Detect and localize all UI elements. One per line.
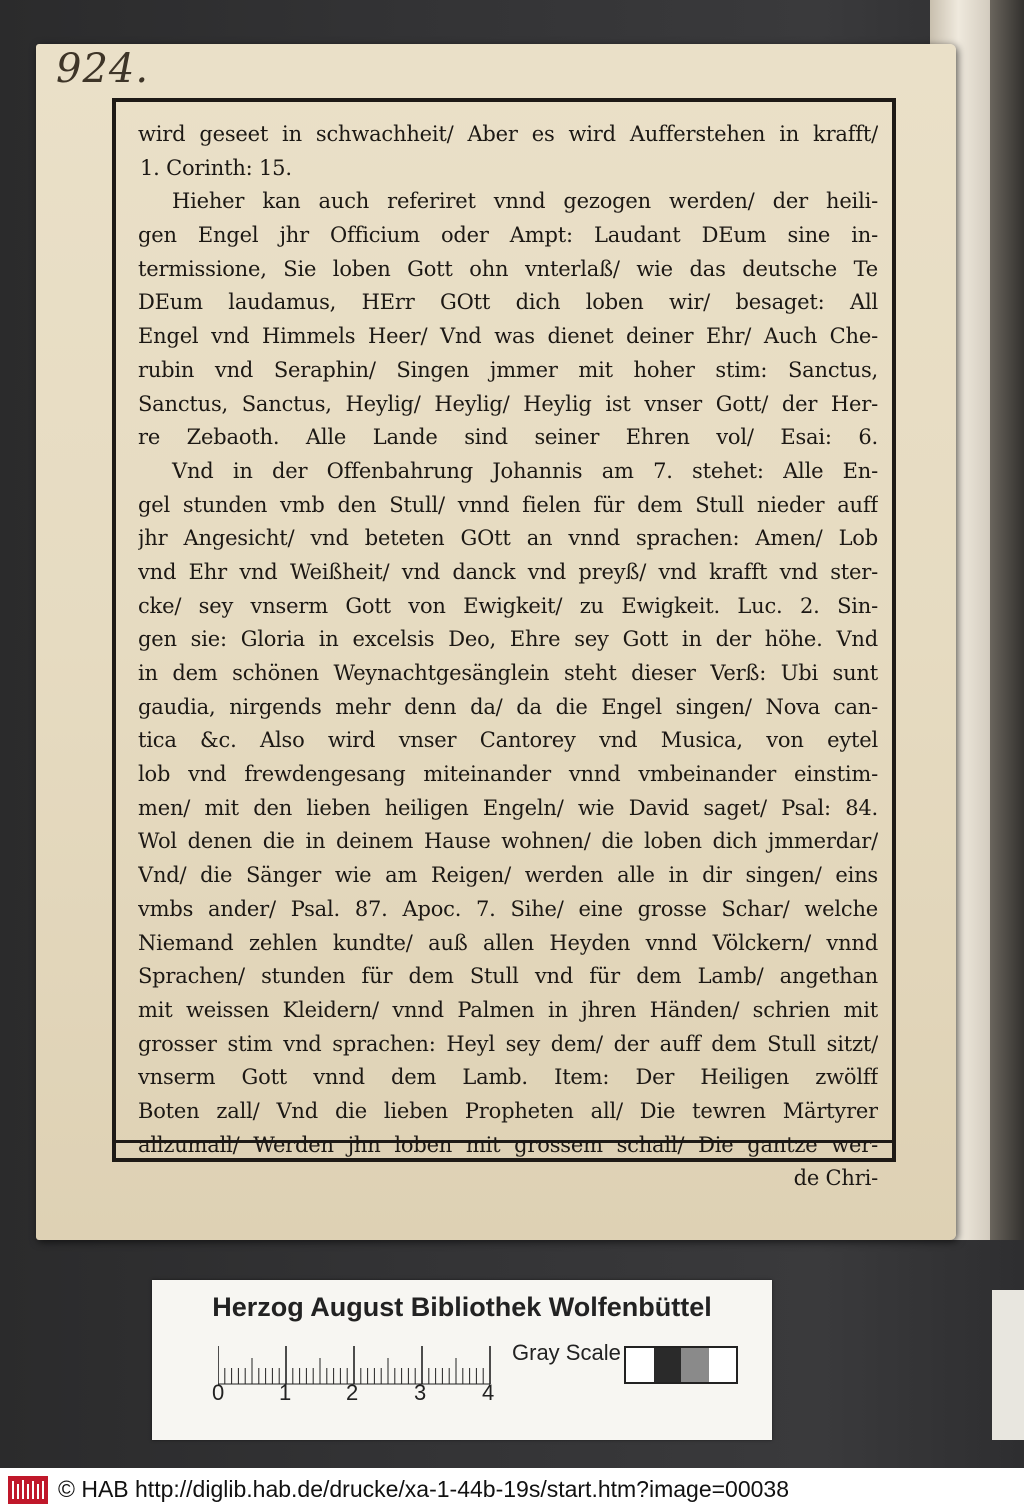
text-line: gen sie: Gloria in excelsis Deo, Ehre sey Gott in der höhe. Vnd xyxy=(138,627,878,652)
library-title: Herzog August Bibliothek Wolfenbüttel xyxy=(212,1292,712,1322)
text-line: vnserm Gott vnnd dem Lamb. Item: Der Heiligen zwölff xyxy=(138,1065,878,1090)
footer-bar xyxy=(0,1468,1024,1511)
text-line: DEum laudamus, HErr GOtt dich loben wir/ besaget: All xyxy=(138,290,878,315)
hab-logo-icon xyxy=(8,1476,48,1504)
text-line: Vnd in der Offenbahrung Johannis am 7. stehet: Alle En- xyxy=(172,458,878,483)
text-line: tica &c. Also wird vnser Cantorey vnd Musica, von eytel xyxy=(138,728,878,753)
text-line: allzumall/ Werden jhn loben mit grossem schall/ Die gantze wer- xyxy=(138,1132,878,1157)
text-line: vmbs ander/ Psal. 87. Apoc. 7. Sihe/ eine grosse Schar/ welche xyxy=(138,896,878,921)
text-line: 1. Corinth: 15. xyxy=(140,155,292,180)
calibration-strip xyxy=(152,1280,772,1440)
gray-scale-label: Gray Scale xyxy=(512,1340,621,1365)
text-line: vnd Ehr vnd Weißheit/ vnd danck vnd preyß/ vnd krafft vnd ster- xyxy=(138,559,878,584)
text-line: Engel vnd Himmels Heer/ Vnd was dienet deiner Ehr/ Auch Che- xyxy=(138,324,878,349)
text-line: grosser stim vnd sprachen: Heyl sey dem/ der auff dem Stull sitzt/ xyxy=(138,1031,878,1056)
text-line: gen Engel jhr Officium oder Ampt: Laudant DEum sine in- xyxy=(138,223,878,248)
text-line: Sanctus, Sanctus, Heylig/ Heylig/ Heylig ist vnser Gott/ der Her- xyxy=(138,391,878,416)
gray-swatch xyxy=(654,1348,682,1382)
text-line: re Zebaoth. Alle Lande sind seiner Ehren vol/ Esai: 6. xyxy=(138,425,878,450)
text-line: rubin vnd Seraphin/ Singen jmmer mit hoher stim: Sanctus, xyxy=(138,357,878,382)
text-line: Hieher kan auch referiret vnnd gezogen werden/ der heili- xyxy=(172,189,878,214)
text-line: cke/ sey vnserm Gott von Ewigkeit/ zu Ewigkeit. Luc. 2. Sin- xyxy=(138,593,878,618)
ruler-number-0: 0 xyxy=(212,1380,225,1405)
ruler-number-1: 1 xyxy=(279,1380,292,1405)
text-line: wird geseet in schwachheit/ Aber es wird Aufferstehen in krafft/ xyxy=(138,122,878,146)
book-spine-shadow xyxy=(990,0,1024,1240)
gray-swatch xyxy=(681,1348,709,1382)
page-text-block xyxy=(138,118,878,1196)
text-line: men/ mit den lieben heiligen Engeln/ wie David saget/ Psal: 84. xyxy=(138,795,878,820)
text-line: jhr Angesicht/ vnd beteten GOtt an vnnd sprachen: Amen/ Lob xyxy=(138,526,878,551)
ruler-number-3: 3 xyxy=(414,1380,427,1405)
footer-source-link[interactable]: © HAB http://diglib.hab.de/drucke/xa-1-44b-19s/start.htm?image=00038 xyxy=(58,1476,790,1502)
text-line: termissione, Sie loben Gott ohn vnterlaß/ wie das deutsche Te xyxy=(138,256,878,281)
text-line: gel stunden vmb den Stull/ vnnd fielen für dem Stull nieder auff xyxy=(138,492,878,517)
gray-swatch xyxy=(626,1348,654,1382)
text-line: Wol denen die in deinem Hause wohnen/ die loben dich jmmerdar/ xyxy=(138,829,878,854)
gray-scale-swatches xyxy=(624,1346,738,1384)
text-line: lob vnd frewdengesang miteinander vnnd vmbeinander einstim- xyxy=(138,762,878,787)
text-line: Niemand zehlen kundte/ auß allen Heyden vnnd Völckern/ vnnd xyxy=(138,930,878,955)
text-line: de Chri- xyxy=(793,1166,878,1191)
ruler-number-2: 2 xyxy=(346,1380,359,1405)
ruler-number-4: 4 xyxy=(482,1380,495,1405)
text-line: gaudia, nirgends mehr denn da/ da die Engel singen/ Nova can- xyxy=(138,694,878,719)
page-number: 924. xyxy=(56,46,150,92)
text-line: Vnd/ die Sänger wie am Reigen/ werden alle in dir singen/ eins xyxy=(138,863,878,888)
text-line: in dem schönen Weynachtgesänglein steht dieser Verß: Ubi sunt xyxy=(138,661,878,685)
text-line: mit weissen Kleidern/ vnnd Palmen in jhren Händen/ schrien mit xyxy=(138,997,878,1022)
text-line: Boten zall/ Vnd die lieben Propheten all/ Die tewren Märtyrer xyxy=(138,1098,878,1123)
gray-swatch xyxy=(709,1348,737,1382)
text-line: Sprachen/ stunden für dem Stull vnd für dem Lamb/ angethan xyxy=(138,964,878,989)
side-calibration-label xyxy=(992,1290,1024,1440)
